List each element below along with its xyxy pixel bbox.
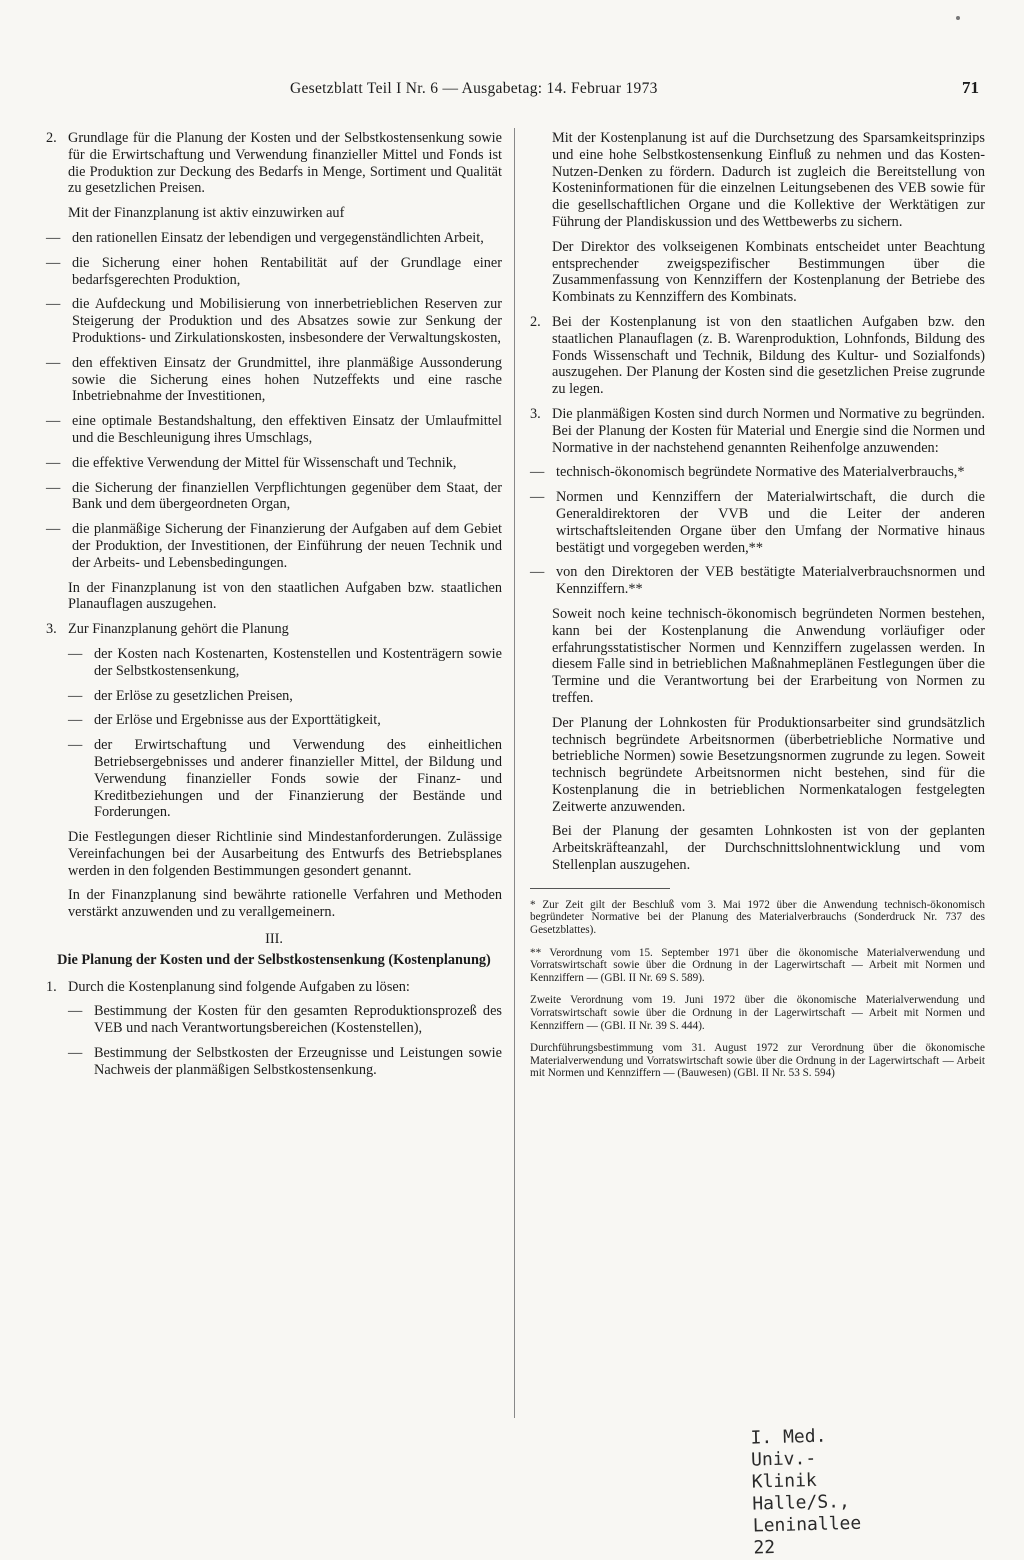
paragraph: Grundlage für die Planung der Kosten und der Selbstkostensenkung sowie für die Erwirtschaftung und Verwendung finanzieller Mittel und Fonds ist die Produktion zur Deckung des Bedarfs in Menge, Sortiment und Qualität zu gesetzlichen Preisen. xyxy=(68,130,502,197)
footnote: ** Verordnung vom 15. September 1971 über die ökonomische Materialverwendung und Vorratswirtschaft sowie über die Ordnung in der Lagerwirtschaft — Arbeit mit Normen und Kennziffern — (GBl. II Nr. 69 S. 589). xyxy=(530,946,985,984)
dash-item: — der Kosten nach Kostenarten, Kostenstellen und Kostenträgern sowie der Selbstkostensenkung, xyxy=(68,645,502,679)
dash-text: die Sicherung einer hohen Rentabilität auf der Grundlage einer bedarfsgerechten Produktion, xyxy=(72,254,502,288)
paragraph: Mit der Finanzplanung ist aktiv einzuwirken auf xyxy=(68,205,345,222)
right-item-3 xyxy=(530,406,985,464)
section-number: III. xyxy=(265,931,283,948)
dash-text: der Erlöse und Ergebnisse aus der Exporttätigkeit, xyxy=(94,712,381,729)
dash-item: — eine optimale Bestandshaltung, den effektiven Einsatz der Umlaufmittel und die Beschleunigung ihres Umschlags, xyxy=(46,413,502,446)
footnote: * Zur Zeit gilt der Beschluß vom 3. Mai 1972 über die Anwendung technisch-ökonomisch begründeter Normative bei der Planung des Materialverbrauchs (Sonderdruck Nr. 737 des Gesetzblattes). xyxy=(530,898,985,937)
dash-item: — Bestimmung der Kosten für den gesamten Reproduktionsprozeß des VEB und nach Verantwortungsbereichen (Kostenstellen), xyxy=(68,1003,502,1037)
dash-item: — der Erlöse und Ergebnisse aus der Exporttätigkeit, xyxy=(46,712,502,729)
dash-text: die effektive Verwendung der Mittel für Wissenschaft und Technik, xyxy=(72,454,457,471)
paragraph: Der Direktor des volkseigenen Kombinats entscheidet unter Beachtung entsprechender zweigspezifischer Bestimmungen über die Zusammenfassung von Kennziffern der Kostenplanung der Betriebe des Kombinats zu Kennziffern des Kombinats. xyxy=(552,238,985,306)
left-column xyxy=(46,130,502,1087)
dash-text: die planmäßige Sicherung der Finanzierung der Aufgaben auf dem Gebiet der Produktion, der Investitionen, der Einführung der neuen Technik und der Arbeits- und Lebensbedingungen. xyxy=(72,521,502,571)
dash-text: die Aufdeckung und Mobilisierung von innerbetrieblichen Reserven zur Steigerung der Produktion und des Absatzes sowie zur Senkung der Produktions- und Zirkulationskosten, insbesondere der Verwaltungskosten, xyxy=(72,296,502,346)
library-stamp xyxy=(750,1424,873,1559)
dash-item: — die Aufdeckung und Mobilisierung von innerbetrieblichen Reserven zur Steigerung der Produktion und des Absatzes sowie zur Senkung der Produktions- und Zirkulationskosten, insbesondere der Verwaltungskosten, xyxy=(46,296,502,346)
dash-item: — die effektive Verwendung der Mittel für Wissenschaft und Technik, xyxy=(46,455,502,472)
stamp-line: I. Med. Univ.-Klinik xyxy=(750,1425,827,1493)
stamp-line: Halle/S., Leninallee 22 xyxy=(752,1491,862,1559)
footnote: Durchführungsbestimmung vom 31. August 1972 zur Verordnung über die ökonomische Materialverwendung und Vorratswirtschaft sowie über die Ordnung in der Lagerwirtschaft — Arbeit mit Normen und Kennziffern — (Bauwesen) (GBl. II Nr. 53 S. 594) xyxy=(530,1042,985,1080)
item-body xyxy=(552,406,985,464)
dash-item: — der Erwirtschaftung und Verwendung des einheitlichen Betriebsergebnisses und anderer finanzieller Mittel, der Bildung und Verwendung finanzieller Fonds sowie der Finanz- und Kreditbeziehungen und der Finanzierung der Bestände und Forderungen. xyxy=(68,737,502,821)
paragraph: Durch die Kostenplanung sind folgende Aufgaben zu lösen: xyxy=(68,978,410,995)
dash-text: von den Direktoren der VEB bestätigte Materialverbrauchsnormen und Kennziffern.** xyxy=(556,564,985,598)
dash-text: den effektiven Einsatz der Grundmittel, ihre planmäßige Aussonderung sowie die Sicherung eines hohen Nutzeffekts und eine rasche Inbetriebnahme der Investitionen, xyxy=(72,354,502,405)
dash-item: — den rationellen Einsatz der lebendigen und vergegenständlichten Arbeit, xyxy=(46,230,502,247)
dash-text: die Sicherung der finanziellen Verpflichtungen gegenüber dem Staat, der Bank und dem übergeordneten Organ, xyxy=(72,479,502,513)
dash-item: — die Sicherung einer hohen Rentabilität auf der Grundlage einer bedarfsgerechten Produktion, xyxy=(46,254,502,288)
dash-item: — Normen und Kennziffern der Materialwirtschaft, die durch die Generaldirektoren der VVB und die Leiter der anderen wirtschaftsleitenden Organe über den Umfang der Normative hinaus bestätigt und vorgegeben werden,** xyxy=(530,489,985,556)
left-item-2 xyxy=(46,130,502,230)
item-body xyxy=(68,130,502,230)
paragraph: Die planmäßigen Kosten sind durch Normen und Normative zu begründen. Bei der Planung der Kosten für Material und Energie sind die Normen und Normative in der nachstehend genannten Reihenfolge anzuwenden: xyxy=(552,405,985,456)
left-item-1 xyxy=(46,979,502,1004)
footnote: Zweite Verordnung vom 19. Juni 1972 über die ökonomische Materialverwendung und Vorratswirtschaft sowie über die Ordnung in der Lagerwirtschaft — Arbeit mit Normen und Kennziffern — (GBl. II Nr. 39 S. 444). xyxy=(530,994,985,1032)
dash-text: Bestimmung der Kosten für den gesamten Reproduktionsprozeß des VEB und nach Verantwortungsbereichen (Kostenstellen), xyxy=(94,1003,502,1037)
item-number: 3. xyxy=(46,621,57,638)
item-body xyxy=(68,979,502,1004)
item-number: 1. xyxy=(46,978,57,995)
dash-item: — die Sicherung der finanziellen Verpflichtungen gegenüber dem Staat, der Bank und dem übergeordneten Organ, xyxy=(46,479,502,513)
paragraph: Mit der Kostenplanung ist auf die Durchsetzung des Sparsamkeitsprinzips und eine hohe Selbstkostensenkung Einfluß zu nehmen und das Kosten-Nutzen-Denken zu fördern. Dadurch ist zugleich die Bereitstellung von Kosteninformationen für die einzelnen Leitungsebenen des VEB sowie für die gesellschaftlichen Organe und die Kollektive der Werktätigen zur Führung der Plandiskussion und des Wettbewerbs zu sichern. xyxy=(552,130,985,230)
dash-item: — Bestimmung der Selbstkosten der Erzeugnisse und Leistungen sowie Nachweis der planmäßigen Selbstkostensenkung. xyxy=(68,1045,502,1078)
speck-mark xyxy=(956,16,960,20)
item-body xyxy=(68,621,502,646)
right-column xyxy=(530,130,985,1090)
section-title: Die Planung der Kosten und der Selbstkostensenkung (Kostenplanung) xyxy=(57,951,491,968)
dash-text: den rationellen Einsatz der lebendigen und vergegenständlichten Arbeit, xyxy=(72,229,484,246)
left-item-3 xyxy=(46,621,502,646)
dash-text: der Erwirtschaftung und Verwendung des einheitlichen Betriebsergebnisses und anderer finanzieller Mittel, der Bildung und Verwendung finanzieller Fonds sowie der Finanz- und Kreditbeziehungen und der Finanzierung der Bestände und Forderungen. xyxy=(94,737,502,821)
paragraph: In der Finanzplanung ist von den staatlichen Aufgaben bzw. staatlichen Planauflagen auszugehen. xyxy=(68,579,502,613)
item-number: 3. xyxy=(530,405,541,422)
dash-item: — den effektiven Einsatz der Grundmittel, ihre planmäßige Aussonderung sowie die Sicherung eines hohen Nutzeffekts und eine rasche Inbetriebnahme der Investitionen, xyxy=(46,354,502,405)
paragraph: In der Finanzplanung sind bewährte rationelle Verfahren und Methoden verstärkt anzuwenden und zu verallgemeinern. xyxy=(68,887,502,921)
item-number: 2. xyxy=(530,313,541,330)
paragraph: Zur Finanzplanung gehört die Planung xyxy=(68,621,289,638)
dash-text: der Erlöse zu gesetzlichen Preisen, xyxy=(94,687,293,704)
paragraph: Soweit noch keine technisch-ökonomisch begründeten Normen bestehen, kann bei der Kostenplanung die Anwendung vorläufiger oder erfahrungsstatistischer Normen und Kennziffern zugelassen werden. In diesem Falle sind in betrieblichen Maßnahmeplänen Festlegungen über die Termine und die Verantwortung bei der Erarbeitung von Normen zu treffen. xyxy=(552,605,985,706)
dash-text: Bestimmung der Selbstkosten der Erzeugnisse und Leistungen sowie Nachweis der planmäßigen Selbstkostensenkung. xyxy=(94,1045,502,1078)
dash-item: — technisch-ökonomisch begründete Normative des Materialverbrauchs,* xyxy=(530,464,985,481)
column-divider xyxy=(514,128,515,1418)
right-item-2 xyxy=(530,314,985,406)
item-number: 2. xyxy=(46,130,57,146)
dash-item: — der Erlöse zu gesetzlichen Preisen, xyxy=(46,688,502,705)
dash-text: Normen und Kennziffern der Materialwirtschaft, die durch die Generaldirektoren der VVB und die Leiter der anderen wirtschaftsleitenden Organe über den Umfang der Normative hinaus bestätigt und vorgegeben werden,** xyxy=(556,489,985,556)
dash-text: technisch-ökonomisch begründete Normative des Materialverbrauchs,* xyxy=(556,464,965,481)
item-body xyxy=(552,314,985,406)
paragraph: Bei der Kostenplanung ist von den staatlichen Aufgaben bzw. den staatlichen Planauflagen (z. B. Warenproduktion, Lohnfonds, Bildung des Fonds Wissenschaft und Technik, Bildung des Kultur- und Sozialfonds) auszugehen. Der Planung der Kosten sind die gesetzlichen Preise zugrunde zu legen. xyxy=(552,313,985,398)
paragraph: Die Festlegungen dieser Richtlinie sind Mindestanforderungen. Zulässige Vereinfachungen bei der Ausarbeitung des Entwurfs des Betriebsplanes werden in den folgenden Bestimmungen gesondert genannt. xyxy=(68,829,502,879)
dash-text: der Kosten nach Kostenarten, Kostenstellen und Kostenträgern sowie der Selbstkostensenkung, xyxy=(94,645,502,679)
paragraph: Bei der Planung der gesamten Lohnkosten ist von der geplanten Arbeitskräfteanzahl, der Durchschnittslohnentwicklung und vom Stellenplan auszugehen. xyxy=(552,823,985,874)
paragraph: Der Planung der Lohnkosten für Produktionsarbeiter sind grundsätzlich technisch begründete Arbeitsnormen (überbetriebliche Normative und betriebliche Normen) sowie Besetzungsnormen zugrunde zu legen. Soweit technisch begründete Arbeitsnormen nicht bestehen, sind für die Kostenplanung die in betrieblichen Normenkatalogen festgelegten Zeitwerte anzuwenden. xyxy=(552,714,985,815)
dash-item: — von den Direktoren der VEB bestätigte Materialverbrauchsnormen und Kennziffern.** xyxy=(530,564,985,598)
page-number: 71 xyxy=(962,78,979,97)
running-header: Gesetzblatt Teil I Nr. 6 — Ausgabetag: 14. Februar 1973 xyxy=(290,80,658,97)
footnote-rule xyxy=(530,888,670,889)
dash-text: eine optimale Bestandshaltung, den effektiven Einsatz der Umlaufmittel und die Beschleunigung ihres Umschlags, xyxy=(72,413,502,446)
dash-item: — die planmäßige Sicherung der Finanzierung der Aufgaben auf dem Gebiet der Produktion, der Investitionen, der Einführung der neuen Technik und der Arbeits- und Lebensbedingungen. xyxy=(46,521,502,571)
